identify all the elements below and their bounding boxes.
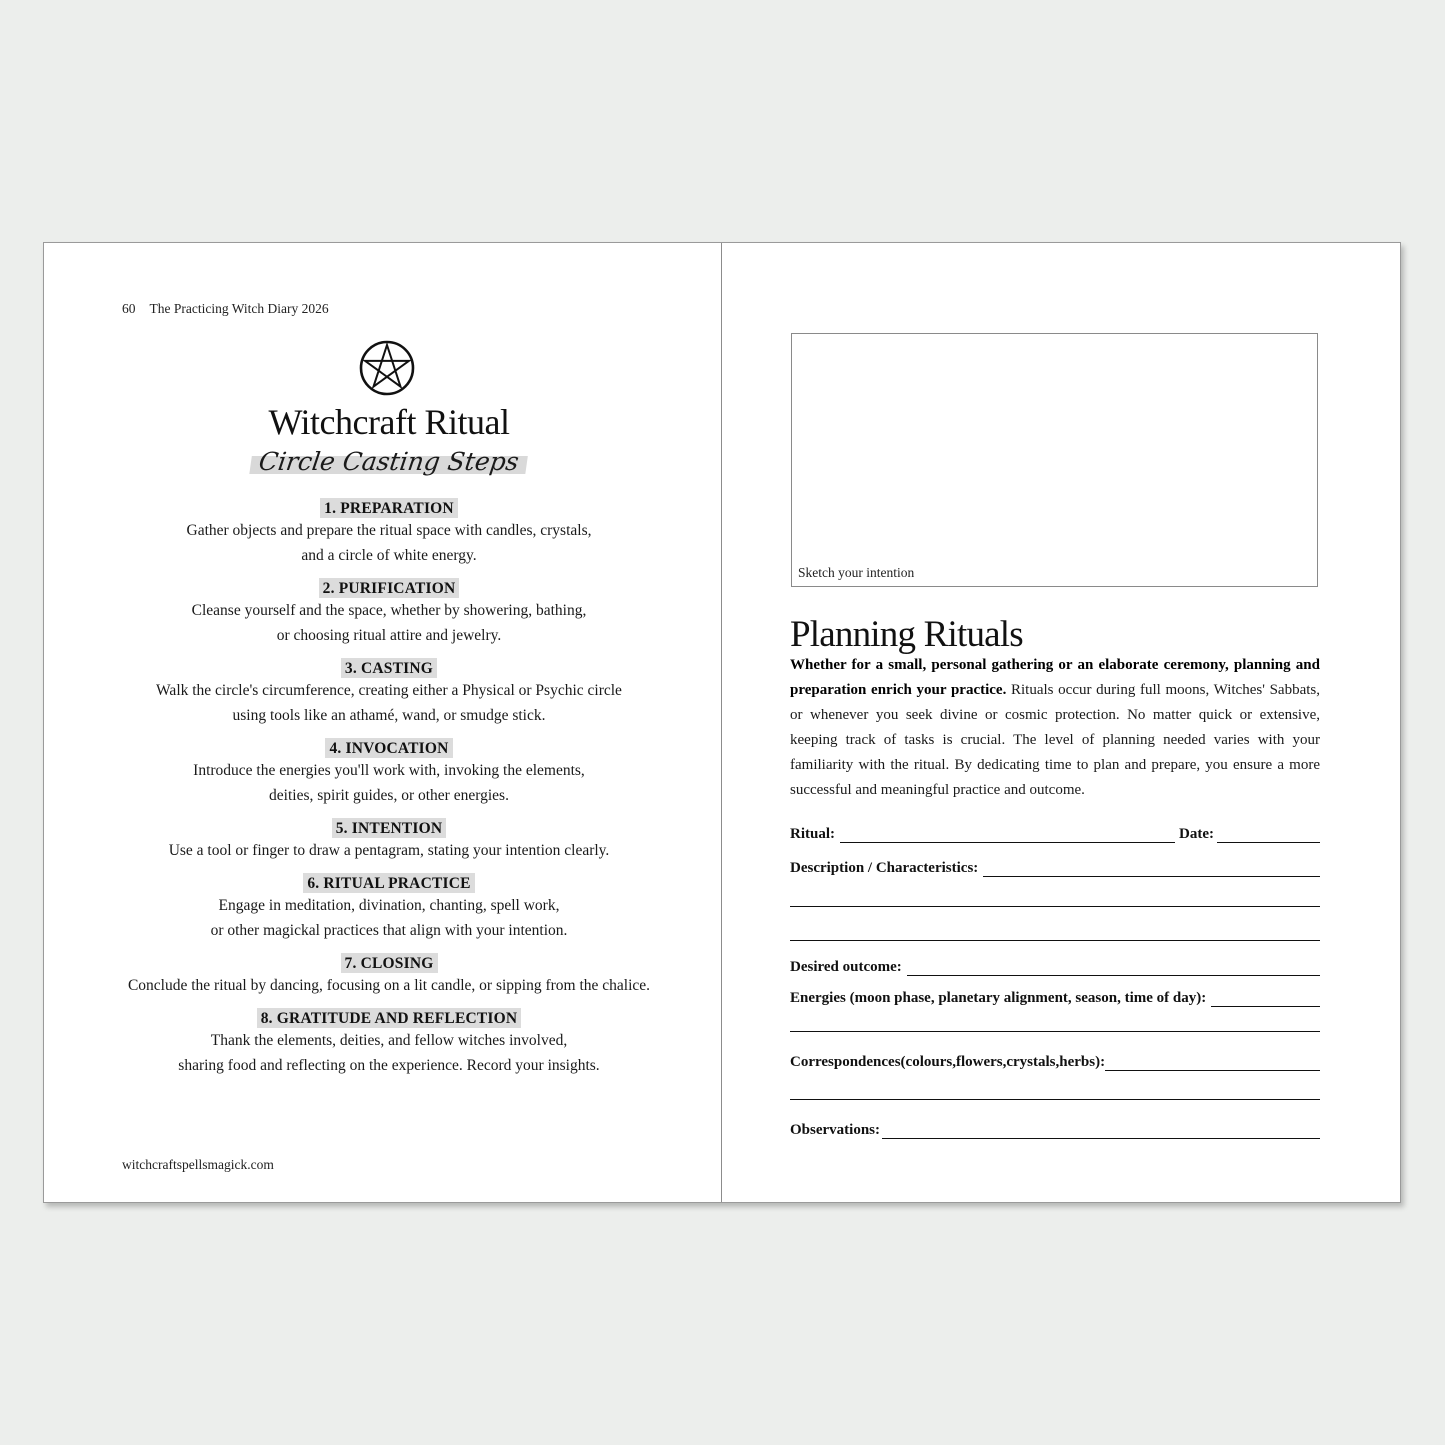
book-title: The Practicing Witch Diary 2026 [149, 301, 329, 316]
energies-field[interactable] [790, 985, 1320, 1007]
correspondences-label: Correspondences(colours,flowers,crystals,herbs): [790, 1054, 1106, 1070]
step-text-line: sharing food and reflecting on the experience. Record your insights. [178, 1057, 600, 1074]
step-item [84, 818, 694, 863]
date-line[interactable] [1217, 825, 1320, 843]
step-text-line: Walk the circle's circumference, creating either a Physical or Psychic circle [156, 682, 622, 699]
page-subtitle: Circle Casting Steps [249, 447, 529, 477]
step-item [84, 578, 694, 648]
step-item [84, 953, 694, 998]
intro-text: Rituals occur during full moons, Witches' Sabbats, or whenever you seek divine or cosmic protection. No matter quick or extensive, keeping track of tasks is crucial. The level of planning needed varies with your familiarity with the ritual. By dedicating time to plan and prepare, you ensure a more successful and meaningful practice and outcome. [790, 682, 1320, 798]
energies-line-2[interactable] [790, 1031, 1320, 1032]
page-title: Witchcraft Ritual [268, 402, 510, 442]
step-heading: 1. PREPARATION [320, 498, 458, 518]
date-label: Date: [1179, 826, 1214, 842]
description-line[interactable] [983, 859, 1320, 877]
running-head [122, 301, 329, 317]
book-spread [43, 242, 1401, 1203]
step-heading: 4. INVOCATION [325, 738, 452, 758]
step-item [84, 498, 694, 568]
right-page [722, 243, 1400, 1202]
step-heading: 7. CLOSING [341, 953, 438, 973]
step-text-line: Thank the elements, deities, and fellow witches involved, [210, 1032, 568, 1049]
description-line-3[interactable] [790, 940, 1320, 941]
description-line-2[interactable] [790, 906, 1320, 907]
step-heading: 3. CASTING [341, 658, 437, 678]
step-text-line: Gather objects and prepare the ritual space with candles, crystals, [186, 522, 592, 539]
description-label: Description / Characteristics: [790, 860, 979, 876]
sketch-label: Sketch your intention [798, 565, 915, 580]
step-item [84, 658, 694, 728]
energies-label: Energies (moon phase, planetary alignment, season, time of day): [790, 990, 1207, 1006]
page-number: 60 [122, 301, 136, 316]
step-item [84, 1008, 694, 1078]
correspondences-line-2[interactable] [790, 1099, 1320, 1100]
correspondences-line[interactable] [1105, 1053, 1320, 1071]
section-title: Planning Rituals [790, 614, 1023, 655]
correspondences-field[interactable] [790, 1049, 1320, 1071]
step-text-line: Use a tool or finger to draw a pentagram, stating your intention clearly. [168, 842, 610, 859]
observations-label: Observations: [790, 1122, 880, 1138]
step-heading: 8. GRATITUDE AND REFLECTION [257, 1008, 522, 1028]
desired-outcome-line[interactable] [907, 958, 1320, 976]
pentacle-icon [359, 340, 415, 396]
left-page [44, 243, 721, 1202]
observations-field[interactable] [790, 1117, 1320, 1139]
step-text-line: or choosing ritual attire and jewelry. [276, 627, 502, 644]
ritual-label: Ritual: [790, 826, 835, 842]
step-item [84, 738, 694, 808]
step-text-line: or other magickal practices that align with your intention. [210, 922, 568, 939]
step-text-line: and a circle of white energy. [301, 547, 477, 564]
sketch-box[interactable] [791, 333, 1318, 587]
desired-outcome-label: Desired outcome: [790, 959, 902, 975]
step-text-line: Introduce the energies you'll work with, invoking the elements, [193, 762, 585, 779]
ritual-line[interactable] [840, 825, 1175, 843]
step-text-line: deities, spirit guides, or other energies. [269, 787, 509, 804]
intro-paragraph [790, 653, 1320, 803]
desired-outcome-field[interactable] [790, 954, 1320, 976]
description-field[interactable] [790, 855, 1320, 877]
observations-line[interactable] [882, 1121, 1320, 1139]
website-footer: witchcraftspellsmagick.com [122, 1157, 274, 1172]
step-text-line: Conclude the ritual by dancing, focusing on a lit candle, or sipping from the chalice. [127, 977, 651, 994]
steps-list [84, 498, 694, 1088]
step-heading: 5. INTENTION [332, 818, 447, 838]
step-text-line: Engage in meditation, divination, chanting, spell work, [218, 897, 560, 914]
intro-bold: Whether for a small, personal gathering or an elaborate ceremony, planning and preparation enrich your practice. [790, 657, 1320, 698]
ritual-field[interactable] [790, 821, 1320, 843]
step-item [84, 873, 694, 943]
step-text-line: Cleanse yourself and the space, whether by showering, bathing, [191, 602, 587, 619]
step-text-line: using tools like an athamé, wand, or smudge stick. [232, 707, 546, 724]
energies-line[interactable] [1211, 989, 1320, 1007]
step-heading: 2. PURIFICATION [319, 578, 460, 598]
step-heading: 6. RITUAL PRACTICE [303, 873, 474, 893]
